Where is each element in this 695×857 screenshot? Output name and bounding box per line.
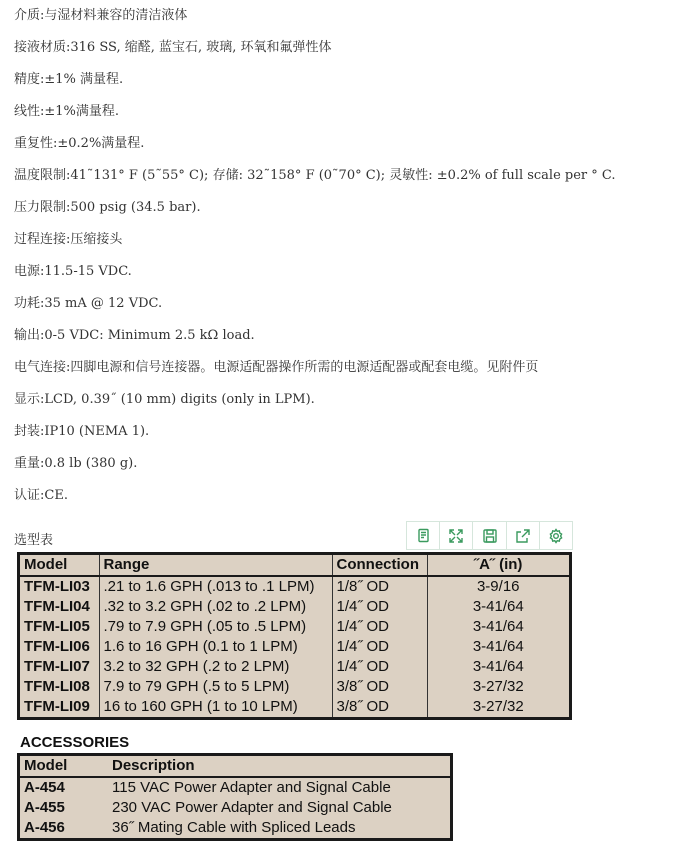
table-row bbox=[20, 697, 569, 717]
expand-icon bbox=[448, 528, 464, 544]
spec-line-pressure: 压力限制:500 psig (34.5 bar). bbox=[14, 200, 201, 215]
cell-a-dimension: 3-41/64 bbox=[427, 637, 569, 657]
expand-button[interactable] bbox=[440, 522, 473, 549]
accessories-table bbox=[17, 753, 453, 841]
cell-model: TFM-LI07 bbox=[24, 658, 90, 675]
spec-line-repeatability: 重复性:±0.2%满量程. bbox=[14, 136, 145, 151]
cell-a-dimension: 3-41/64 bbox=[427, 657, 569, 677]
spec-line-wetted-materials: 接液材质:316 SS, 缩醛, 蓝宝石, 玻璃, 环氧和氟弹性体 bbox=[14, 40, 332, 55]
spec-line-power: 电源:11.5-15 VDC. bbox=[14, 264, 132, 279]
cell-connection: 3/8˝ OD bbox=[332, 697, 427, 717]
accessories-title: ACCESSORIES bbox=[20, 734, 130, 751]
spec-line-electrical: 电气连接:四脚电源和信号连接器。电源适配器操作所需的电源适配器或配套电缆。见附件页 bbox=[14, 360, 539, 375]
spec-line-output: 输出:0-5 VDC: Minimum 2.5 kΩ load. bbox=[14, 328, 255, 343]
share-button[interactable] bbox=[507, 522, 540, 549]
share-icon bbox=[515, 528, 531, 544]
cell-model: TFM-LI04 bbox=[24, 598, 90, 615]
spec-line-display: 显示:LCD, 0.39˝ (10 mm) digits (only in LPM). bbox=[14, 392, 315, 407]
header-a-dimension: ˝A˝ (in) bbox=[427, 555, 569, 576]
table-row bbox=[20, 597, 569, 617]
cell-connection: 1/4˝ OD bbox=[332, 657, 427, 677]
table-header-row bbox=[20, 555, 569, 576]
cell-range: .79 to 7.9 GPH (.05 to .5 LPM) bbox=[99, 617, 332, 637]
cell-model: TFM-LI09 bbox=[24, 698, 90, 715]
cell-description: 115 VAC Power Adapter and Signal Cable bbox=[112, 779, 391, 796]
table-header-row bbox=[20, 756, 450, 777]
cell-connection: 1/4˝ OD bbox=[332, 637, 427, 657]
cell-model: A-455 bbox=[24, 799, 65, 816]
cell-description: 36˝ Mating Cable with Spliced Leads bbox=[112, 819, 356, 836]
cell-description: 230 VAC Power Adapter and Signal Cable bbox=[112, 799, 392, 816]
cell-model: A-456 bbox=[24, 819, 65, 836]
selection-table-title: 选型表 bbox=[14, 533, 54, 548]
header-range: Range bbox=[99, 555, 332, 576]
table-row bbox=[20, 657, 569, 677]
cell-range: 7.9 to 79 GPH (.5 to 5 LPM) bbox=[99, 677, 332, 697]
image-toolbar bbox=[406, 521, 573, 550]
spec-list bbox=[14, 0, 684, 512]
spec-line-temperature: 温度限制:41˜131° F (5˜55° C); 存储: 32˜158° F (0˜70° C); 灵敏性: ±0.2% of full scale per ° C. bbox=[14, 168, 616, 183]
cell-a-dimension: 3-9/16 bbox=[427, 576, 569, 597]
cell-connection: 1/4˝ OD bbox=[332, 617, 427, 637]
spec-line-medium: 介质:与湿材料兼容的清洁液体 bbox=[14, 8, 188, 23]
cell-connection: 3/8˝ OD bbox=[332, 677, 427, 697]
table-row bbox=[20, 576, 569, 597]
cell-range: 3.2 to 32 GPH (.2 to 2 LPM) bbox=[99, 657, 332, 677]
selection-table bbox=[17, 552, 572, 720]
table-row bbox=[20, 617, 569, 637]
table-row bbox=[20, 677, 569, 697]
save-button[interactable] bbox=[473, 522, 506, 549]
cell-a-dimension: 3-27/32 bbox=[427, 697, 569, 717]
settings-icon bbox=[548, 528, 564, 544]
cell-a-dimension: 3-41/64 bbox=[427, 597, 569, 617]
cell-connection: 1/4˝ OD bbox=[332, 597, 427, 617]
cell-a-dimension: 3-41/64 bbox=[427, 617, 569, 637]
table-row bbox=[20, 637, 569, 657]
header-description: Description bbox=[108, 756, 450, 777]
spec-line-accuracy: 精度:±1% 满量程. bbox=[14, 72, 124, 87]
cell-model: TFM-LI06 bbox=[24, 638, 90, 655]
settings-button[interactable] bbox=[540, 522, 572, 549]
cell-model: TFM-LI05 bbox=[24, 618, 90, 635]
spec-line-weight: 重量:0.8 lb (380 g). bbox=[14, 456, 138, 471]
spec-line-enclosure: 封装:IP10 (NEMA 1). bbox=[14, 424, 150, 439]
cell-range: .21 to 1.6 GPH (.013 to .1 LPM) bbox=[99, 576, 332, 597]
spec-line-linearity: 线性:±1%满量程. bbox=[14, 104, 120, 119]
cell-model: TFM-LI03 bbox=[24, 578, 90, 595]
spec-line-process-connection: 过程连接:压缩接头 bbox=[14, 232, 123, 247]
cell-range: .32 to 3.2 GPH (.02 to .2 LPM) bbox=[99, 597, 332, 617]
header-connection: Connection bbox=[332, 555, 427, 576]
table-row bbox=[20, 798, 450, 818]
header-model: Model bbox=[20, 555, 99, 576]
save-icon bbox=[482, 528, 498, 544]
cell-connection: 1/8˝ OD bbox=[332, 576, 427, 597]
cell-a-dimension: 3-27/32 bbox=[427, 677, 569, 697]
table-row bbox=[20, 818, 450, 838]
table-row bbox=[20, 777, 450, 798]
header-model: Model bbox=[20, 756, 108, 777]
cell-model: TFM-LI08 bbox=[24, 678, 90, 695]
cell-range: 1.6 to 16 GPH (0.1 to 1 LPM) bbox=[99, 637, 332, 657]
copy-icon bbox=[415, 528, 431, 544]
spec-line-consumption: 功耗:35 mA @ 12 VDC. bbox=[14, 296, 163, 311]
spec-line-approval: 认证:CE. bbox=[14, 488, 68, 503]
cell-model: A-454 bbox=[24, 779, 65, 796]
cell-range: 16 to 160 GPH (1 to 10 LPM) bbox=[99, 697, 332, 717]
copy-button[interactable] bbox=[407, 522, 440, 549]
